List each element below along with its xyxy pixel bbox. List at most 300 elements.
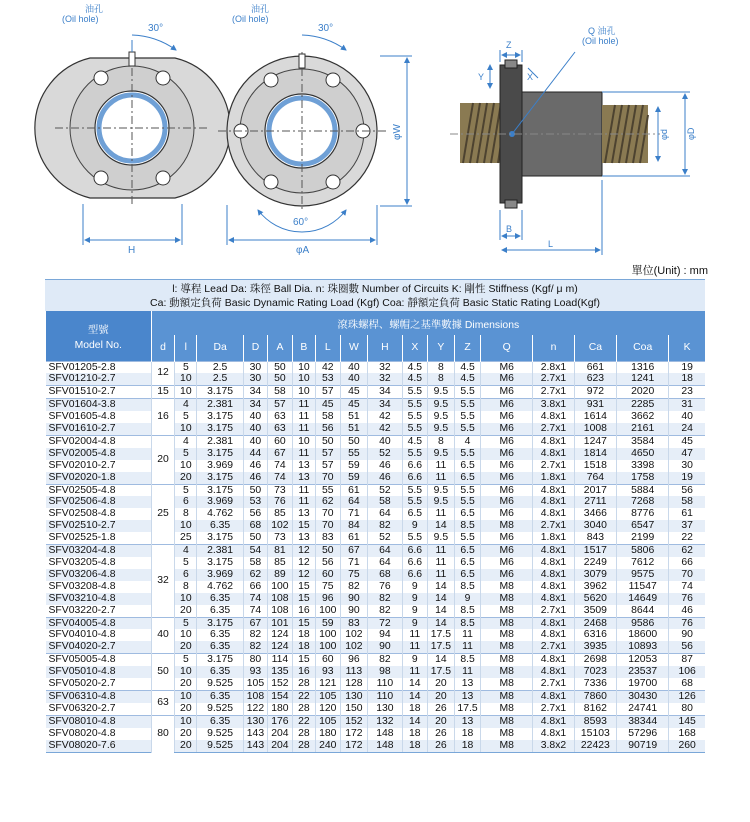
- spec-cell-Da: 3.175: [197, 386, 244, 399]
- nut-front-view-middle: [218, 35, 412, 245]
- column-header-Da: Da: [197, 335, 244, 361]
- table-row: [46, 448, 706, 460]
- spec-cell-X: 9: [402, 581, 427, 593]
- spec-cell-B: 28: [292, 678, 315, 690]
- spec-cell-Y: 11: [427, 557, 454, 569]
- spec-cell-Z: 11: [454, 629, 480, 641]
- spec-cell-K: 23: [669, 386, 705, 399]
- spec-cell-Coa: 10893: [617, 641, 669, 653]
- model-number-cell: SFV03205-4.8: [46, 557, 152, 569]
- spec-cell-W: 75: [340, 569, 367, 581]
- spec-cell-L: 120: [315, 703, 340, 715]
- spec-cell-Da: 3.175: [197, 617, 244, 629]
- spec-cell-Coa: 4650: [617, 448, 669, 460]
- spec-cell-A: 74: [267, 472, 292, 484]
- table-row: [46, 460, 706, 472]
- spec-cell-X: 5.5: [402, 496, 427, 508]
- spec-cell-H: 82: [367, 605, 402, 617]
- spec-cell-A: 154: [267, 690, 292, 702]
- spec-cell-D: 130: [243, 715, 267, 727]
- spec-cell-L: 70: [315, 520, 340, 532]
- spec-cell-Y: 9.5: [427, 386, 454, 399]
- spec-cell-A: 204: [267, 740, 292, 752]
- spec-cell-L: 58: [315, 411, 340, 423]
- spec-cell-H: 110: [367, 678, 402, 690]
- spec-cell-Z: 6.5: [454, 545, 480, 557]
- column-header-H: H: [367, 335, 402, 361]
- spec-cell-l: 6: [175, 496, 197, 508]
- spec-cell-A: 108: [267, 593, 292, 605]
- spec-cell-Q: M8: [481, 728, 533, 740]
- spec-cell-Da: 2.381: [197, 399, 244, 411]
- spec-cell-X: 9: [402, 654, 427, 666]
- spec-cell-X: 11: [402, 629, 427, 641]
- table-row: [46, 629, 706, 641]
- model-header: [46, 311, 152, 361]
- spec-cell-Z: 8.5: [454, 654, 480, 666]
- spec-cell-Ca: 22423: [574, 740, 616, 752]
- column-header-K: K: [669, 335, 705, 361]
- spec-cell-Ca: 1518: [574, 460, 616, 472]
- spec-cell-Da: 3.175: [197, 557, 244, 569]
- spec-cell-K: 19: [669, 361, 705, 373]
- spec-cell-W: 172: [340, 728, 367, 740]
- spec-cell-L: 60: [315, 569, 340, 581]
- table-row: [46, 641, 706, 653]
- spec-cell-D: 56: [243, 508, 267, 520]
- spec-cell-Coa: 19700: [617, 678, 669, 690]
- spec-cell-Ca: 15103: [574, 728, 616, 740]
- spec-cell-n: 2.8x1: [533, 361, 574, 373]
- spec-cell-B: 10: [292, 373, 315, 385]
- spec-cell-D: 74: [243, 593, 267, 605]
- spec-cell-Coa: 12053: [617, 654, 669, 666]
- spec-cell-Q: M8: [481, 690, 533, 702]
- spec-cell-K: 62: [669, 545, 705, 557]
- spec-cell-H: 52: [367, 484, 402, 496]
- spec-cell-B: 15: [292, 581, 315, 593]
- spec-cell-Y: 17.5: [427, 666, 454, 678]
- model-number-cell: SFV05005-4.8: [46, 654, 152, 666]
- table-row: [46, 484, 706, 496]
- oil-hole-label-en-middle: (Oil hole): [232, 14, 269, 24]
- spec-cell-Y: 11: [427, 460, 454, 472]
- table-row: [46, 399, 706, 411]
- model-number-cell: SFV08010-4.8: [46, 715, 152, 727]
- spec-cell-n: 4.8x1: [533, 617, 574, 629]
- spec-cell-X: 6.5: [402, 508, 427, 520]
- spec-cell-X: 4.5: [402, 435, 427, 447]
- spec-cell-A: 85: [267, 557, 292, 569]
- model-number-cell: SFV03220-2.7: [46, 605, 152, 617]
- spec-cell-Z: 4: [454, 435, 480, 447]
- spec-cell-Q: M8: [481, 520, 533, 532]
- spec-cell-Ca: 3509: [574, 605, 616, 617]
- spec-cell-Q: M6: [481, 435, 533, 447]
- table-row: [46, 496, 706, 508]
- spec-cell-Y: 11: [427, 472, 454, 484]
- spec-cell-A: 101: [267, 617, 292, 629]
- q-oil-hole-label-cn: Q 油孔: [588, 26, 616, 36]
- spec-cell-l: 10: [175, 460, 197, 472]
- spec-cell-Da: 3.969: [197, 496, 244, 508]
- model-number-cell: SFV08020-4.8: [46, 728, 152, 740]
- table-row: [46, 569, 706, 581]
- spec-cell-Q: M6: [481, 484, 533, 496]
- spec-cell-l: 20: [175, 728, 197, 740]
- spec-cell-Z: 11: [454, 666, 480, 678]
- shaft-diameter-cell: 12: [151, 361, 175, 386]
- spec-cell-Q: M8: [481, 629, 533, 641]
- spec-cell-n: 4.8x1: [533, 411, 574, 423]
- spec-cell-B: 11: [292, 484, 315, 496]
- spec-cell-Da: 2.381: [197, 435, 244, 447]
- spec-cell-X: 11: [402, 641, 427, 653]
- angle-30-left: 30°: [148, 23, 164, 34]
- spec-cell-X: 11: [402, 666, 427, 678]
- spec-cell-X: 9: [402, 617, 427, 629]
- spec-cell-X: 6.6: [402, 557, 427, 569]
- spec-cell-Coa: 2020: [617, 386, 669, 399]
- spec-cell-H: 34: [367, 399, 402, 411]
- spec-cell-D: 30: [243, 373, 267, 385]
- spec-cell-D: 74: [243, 605, 267, 617]
- spec-cell-K: 76: [669, 617, 705, 629]
- spec-cell-K: 47: [669, 448, 705, 460]
- spec-cell-Z: 13: [454, 715, 480, 727]
- spec-cell-Ca: 1614: [574, 411, 616, 423]
- spec-cell-l: 20: [175, 472, 197, 484]
- spec-cell-Z: 4.5: [454, 361, 480, 373]
- spec-cell-A: 135: [267, 666, 292, 678]
- spec-cell-Z: 6.5: [454, 508, 480, 520]
- dim-a-label: φA: [296, 245, 310, 256]
- spec-cell-B: 15: [292, 654, 315, 666]
- spec-cell-L: 180: [315, 728, 340, 740]
- spec-cell-L: 93: [315, 666, 340, 678]
- spec-cell-H: 64: [367, 545, 402, 557]
- spec-cell-Z: 9: [454, 593, 480, 605]
- spec-cell-Da: 2.5: [197, 361, 244, 373]
- spec-cell-Q: M8: [481, 715, 533, 727]
- model-number-cell: SFV06310-4.8: [46, 690, 152, 702]
- dim-w-label: φW: [392, 124, 403, 140]
- spec-cell-Y: 26: [427, 728, 454, 740]
- spec-cell-B: 15: [292, 617, 315, 629]
- spec-cell-Da: 3.175: [197, 654, 244, 666]
- spec-cell-l: 20: [175, 605, 197, 617]
- spec-cell-n: 2.7x1: [533, 641, 574, 653]
- spec-cell-A: 63: [267, 411, 292, 423]
- spec-cell-Y: 9.5: [427, 423, 454, 435]
- spec-cell-A: 124: [267, 641, 292, 653]
- model-number-cell: SFV03210-4.8: [46, 593, 152, 605]
- spec-cell-Da: 6.35: [197, 520, 244, 532]
- spec-cell-K: 18: [669, 373, 705, 385]
- spec-cell-Q: M6: [481, 472, 533, 484]
- spec-cell-Coa: 18600: [617, 629, 669, 641]
- spec-cell-H: 42: [367, 411, 402, 423]
- spec-cell-l: 10: [175, 520, 197, 532]
- spec-cell-Da: 3.175: [197, 472, 244, 484]
- spec-cell-Coa: 1316: [617, 361, 669, 373]
- spec-cell-Z: 5.5: [454, 399, 480, 411]
- column-header-W: W: [340, 335, 367, 361]
- spec-cell-W: 64: [340, 496, 367, 508]
- spec-cell-Da: 3.175: [197, 448, 244, 460]
- dim-x-label: X: [527, 72, 534, 82]
- spec-cell-Q: M8: [481, 581, 533, 593]
- spec-cell-W: 152: [340, 715, 367, 727]
- spec-cell-H: 110: [367, 690, 402, 702]
- spec-cell-L: 57: [315, 386, 340, 399]
- column-header-Q: Q: [481, 335, 533, 361]
- shaft-diameter-cell: 50: [151, 654, 175, 691]
- spec-cell-Y: 9.5: [427, 496, 454, 508]
- spec-cell-X: 14: [402, 678, 427, 690]
- spec-cell-H: 52: [367, 448, 402, 460]
- spec-cell-H: 72: [367, 617, 402, 629]
- spec-cell-X: 5.5: [402, 448, 427, 460]
- spec-cell-B: 11: [292, 423, 315, 435]
- spec-cell-Y: 14: [427, 654, 454, 666]
- spec-cell-Q: M6: [481, 508, 533, 520]
- spec-cell-K: 19: [669, 472, 705, 484]
- spec-cell-K: 61: [669, 508, 705, 520]
- spec-table: [45, 311, 705, 753]
- spec-cell-Ca: 3935: [574, 641, 616, 653]
- spec-cell-A: 124: [267, 629, 292, 641]
- model-number-cell: SFV02004-4.8: [46, 435, 152, 447]
- model-number-cell: SFV02525-1.8: [46, 532, 152, 544]
- spec-cell-Z: 5.5: [454, 386, 480, 399]
- dim-d-outer-label: φD: [686, 127, 696, 140]
- spec-cell-H: 68: [367, 569, 402, 581]
- spec-cell-Coa: 14649: [617, 593, 669, 605]
- spec-cell-A: 60: [267, 435, 292, 447]
- spec-cell-Coa: 8644: [617, 605, 669, 617]
- spec-cell-W: 82: [340, 581, 367, 593]
- spec-cell-B: 13: [292, 532, 315, 544]
- spec-cell-n: 4.8x1: [533, 545, 574, 557]
- technical-drawings: [0, 0, 750, 262]
- spec-cell-B: 12: [292, 557, 315, 569]
- spec-cell-Z: 5.5: [454, 423, 480, 435]
- spec-cell-Z: 8.5: [454, 605, 480, 617]
- spec-cell-Q: M6: [481, 532, 533, 544]
- spec-cell-Y: 20: [427, 690, 454, 702]
- spec-cell-Da: 6.35: [197, 593, 244, 605]
- spec-cell-X: 18: [402, 703, 427, 715]
- spec-cell-X: 9: [402, 605, 427, 617]
- spec-cell-n: 3.8x1: [533, 399, 574, 411]
- spec-cell-Da: 4.762: [197, 581, 244, 593]
- spec-cell-l: 5: [175, 411, 197, 423]
- spec-cell-H: 40: [367, 435, 402, 447]
- table-row: [46, 740, 706, 752]
- spec-cell-Y: 11: [427, 569, 454, 581]
- spec-cell-Coa: 8776: [617, 508, 669, 520]
- spec-cell-H: 148: [367, 740, 402, 752]
- legend-line-2: Ca: 動額定負荷 Basic Dynamic Rating Load (Kgf) Coa: 靜額定負荷 Basic Static Rating Load(Kgf): [150, 297, 600, 309]
- spec-cell-Y: 11: [427, 508, 454, 520]
- spec-cell-Coa: 7612: [617, 557, 669, 569]
- spec-cell-K: 40: [669, 411, 705, 423]
- column-header-Ca: Ca: [574, 335, 616, 361]
- dim-b-label: B: [506, 224, 513, 234]
- spec-cell-W: 96: [340, 654, 367, 666]
- spec-cell-Ca: 1247: [574, 435, 616, 447]
- model-header-en: Model No.: [74, 339, 122, 351]
- spec-cell-L: 121: [315, 678, 340, 690]
- spec-cell-Q: M6: [481, 399, 533, 411]
- spec-cell-H: 82: [367, 654, 402, 666]
- spec-cell-D: 82: [243, 629, 267, 641]
- spec-cell-D: 34: [243, 386, 267, 399]
- spec-cell-Ca: 2249: [574, 557, 616, 569]
- column-header-Coa: Coa: [617, 335, 669, 361]
- spec-cell-Da: 9.525: [197, 740, 244, 752]
- spec-cell-Q: M6: [481, 448, 533, 460]
- spec-cell-K: 70: [669, 569, 705, 581]
- spec-cell-Z: 5.5: [454, 496, 480, 508]
- spec-cell-Y: 17.5: [427, 641, 454, 653]
- spec-cell-W: 172: [340, 740, 367, 752]
- spec-cell-Ca: 1517: [574, 545, 616, 557]
- model-number-cell: SFV02508-4.8: [46, 508, 152, 520]
- spec-cell-Y: 8: [427, 435, 454, 447]
- model-number-cell: SFV02510-2.7: [46, 520, 152, 532]
- unit-label: 單位(Unit) : mm: [631, 265, 708, 277]
- spec-cell-D: 93: [243, 666, 267, 678]
- spec-cell-Z: 4.5: [454, 373, 480, 385]
- spec-cell-W: 59: [340, 472, 367, 484]
- model-number-cell: SFV01610-2.7: [46, 423, 152, 435]
- spec-cell-D: 68: [243, 520, 267, 532]
- column-header-X: X: [402, 335, 427, 361]
- spec-cell-B: 28: [292, 728, 315, 740]
- spec-cell-H: 46: [367, 460, 402, 472]
- table-row: [46, 545, 706, 557]
- spec-cell-n: 4.8x1: [533, 654, 574, 666]
- spec-cell-Ca: 7023: [574, 666, 616, 678]
- spec-cell-B: 18: [292, 641, 315, 653]
- spec-cell-L: 240: [315, 740, 340, 752]
- spec-cell-D: 30: [243, 361, 267, 373]
- spec-cell-K: 145: [669, 715, 705, 727]
- legend: [45, 279, 705, 311]
- spec-cell-Ca: 661: [574, 361, 616, 373]
- dim-d-label: φd: [659, 129, 669, 140]
- shaft-diameter-cell: 40: [151, 617, 175, 654]
- spec-cell-L: 53: [315, 373, 340, 385]
- spec-cell-A: 67: [267, 448, 292, 460]
- spec-cell-n: 2.7x1: [533, 678, 574, 690]
- spec-cell-Da: 9.525: [197, 678, 244, 690]
- spec-cell-Q: M6: [481, 545, 533, 557]
- spec-cell-n: 2.7x1: [533, 460, 574, 472]
- spec-cell-Ca: 2017: [574, 484, 616, 496]
- model-number-cell: SFV05020-2.7: [46, 678, 152, 690]
- spec-cell-Da: 6.35: [197, 690, 244, 702]
- model-number-cell: SFV02505-4.8: [46, 484, 152, 496]
- spec-cell-Coa: 3398: [617, 460, 669, 472]
- table-row: [46, 678, 706, 690]
- spec-cell-B: 28: [292, 740, 315, 752]
- spec-cell-L: 56: [315, 557, 340, 569]
- spec-cell-D: 46: [243, 460, 267, 472]
- spec-cell-L: 70: [315, 472, 340, 484]
- spec-cell-A: 74: [267, 460, 292, 472]
- spec-cell-n: 4.8x1: [533, 435, 574, 447]
- spec-cell-n: 1.8x1: [533, 532, 574, 544]
- spec-cell-Y: 9.5: [427, 484, 454, 496]
- spec-cell-W: 45: [340, 386, 367, 399]
- spec-cell-X: 5.5: [402, 484, 427, 496]
- spec-cell-B: 22: [292, 715, 315, 727]
- spec-cell-Q: M6: [481, 569, 533, 581]
- spec-cell-l: 10: [175, 373, 197, 385]
- table-row: [46, 435, 706, 447]
- spec-cell-n: 2.7x1: [533, 373, 574, 385]
- spec-cell-Coa: 5806: [617, 545, 669, 557]
- spec-cell-L: 57: [315, 448, 340, 460]
- spec-cell-Ca: 764: [574, 472, 616, 484]
- spec-cell-H: 32: [367, 361, 402, 373]
- column-header-L: L: [315, 335, 340, 361]
- spec-cell-n: 4.8x1: [533, 728, 574, 740]
- spec-cell-H: 94: [367, 629, 402, 641]
- spec-cell-Ca: 1008: [574, 423, 616, 435]
- spec-cell-L: 56: [315, 423, 340, 435]
- spec-cell-X: 5.5: [402, 423, 427, 435]
- spec-cell-W: 113: [340, 666, 367, 678]
- table-row: [46, 605, 706, 617]
- spec-cell-l: 10: [175, 690, 197, 702]
- spec-cell-W: 61: [340, 532, 367, 544]
- spec-cell-Q: M6: [481, 460, 533, 472]
- spec-cell-Q: M8: [481, 605, 533, 617]
- spec-cell-Q: M6: [481, 361, 533, 373]
- spec-cell-K: 80: [669, 703, 705, 715]
- spec-cell-H: 42: [367, 423, 402, 435]
- model-number-cell: SFV05010-4.8: [46, 666, 152, 678]
- column-header-d: d: [151, 335, 175, 361]
- spec-cell-W: 40: [340, 373, 367, 385]
- spec-cell-n: 4.8x1: [533, 581, 574, 593]
- spec-cell-n: 4.8x1: [533, 557, 574, 569]
- shaft-diameter-cell: 63: [151, 690, 175, 715]
- table-row: [46, 386, 706, 399]
- spec-cell-K: 58: [669, 496, 705, 508]
- spec-cell-L: 62: [315, 496, 340, 508]
- spec-cell-Coa: 7268: [617, 496, 669, 508]
- column-header-Z: Z: [454, 335, 480, 361]
- spec-table-body: [46, 361, 706, 752]
- spec-cell-H: 76: [367, 581, 402, 593]
- table-row: [46, 666, 706, 678]
- spec-cell-B: 12: [292, 569, 315, 581]
- spec-cell-W: 71: [340, 557, 367, 569]
- spec-cell-Coa: 6547: [617, 520, 669, 532]
- spec-cell-A: 114: [267, 654, 292, 666]
- spec-cell-l: 10: [175, 629, 197, 641]
- spec-cell-Y: 9.5: [427, 411, 454, 423]
- spec-cell-D: 34: [243, 399, 267, 411]
- model-number-cell: SFV03206-4.8: [46, 569, 152, 581]
- spec-cell-Z: 18: [454, 728, 480, 740]
- model-number-cell: SFV03204-4.8: [46, 545, 152, 557]
